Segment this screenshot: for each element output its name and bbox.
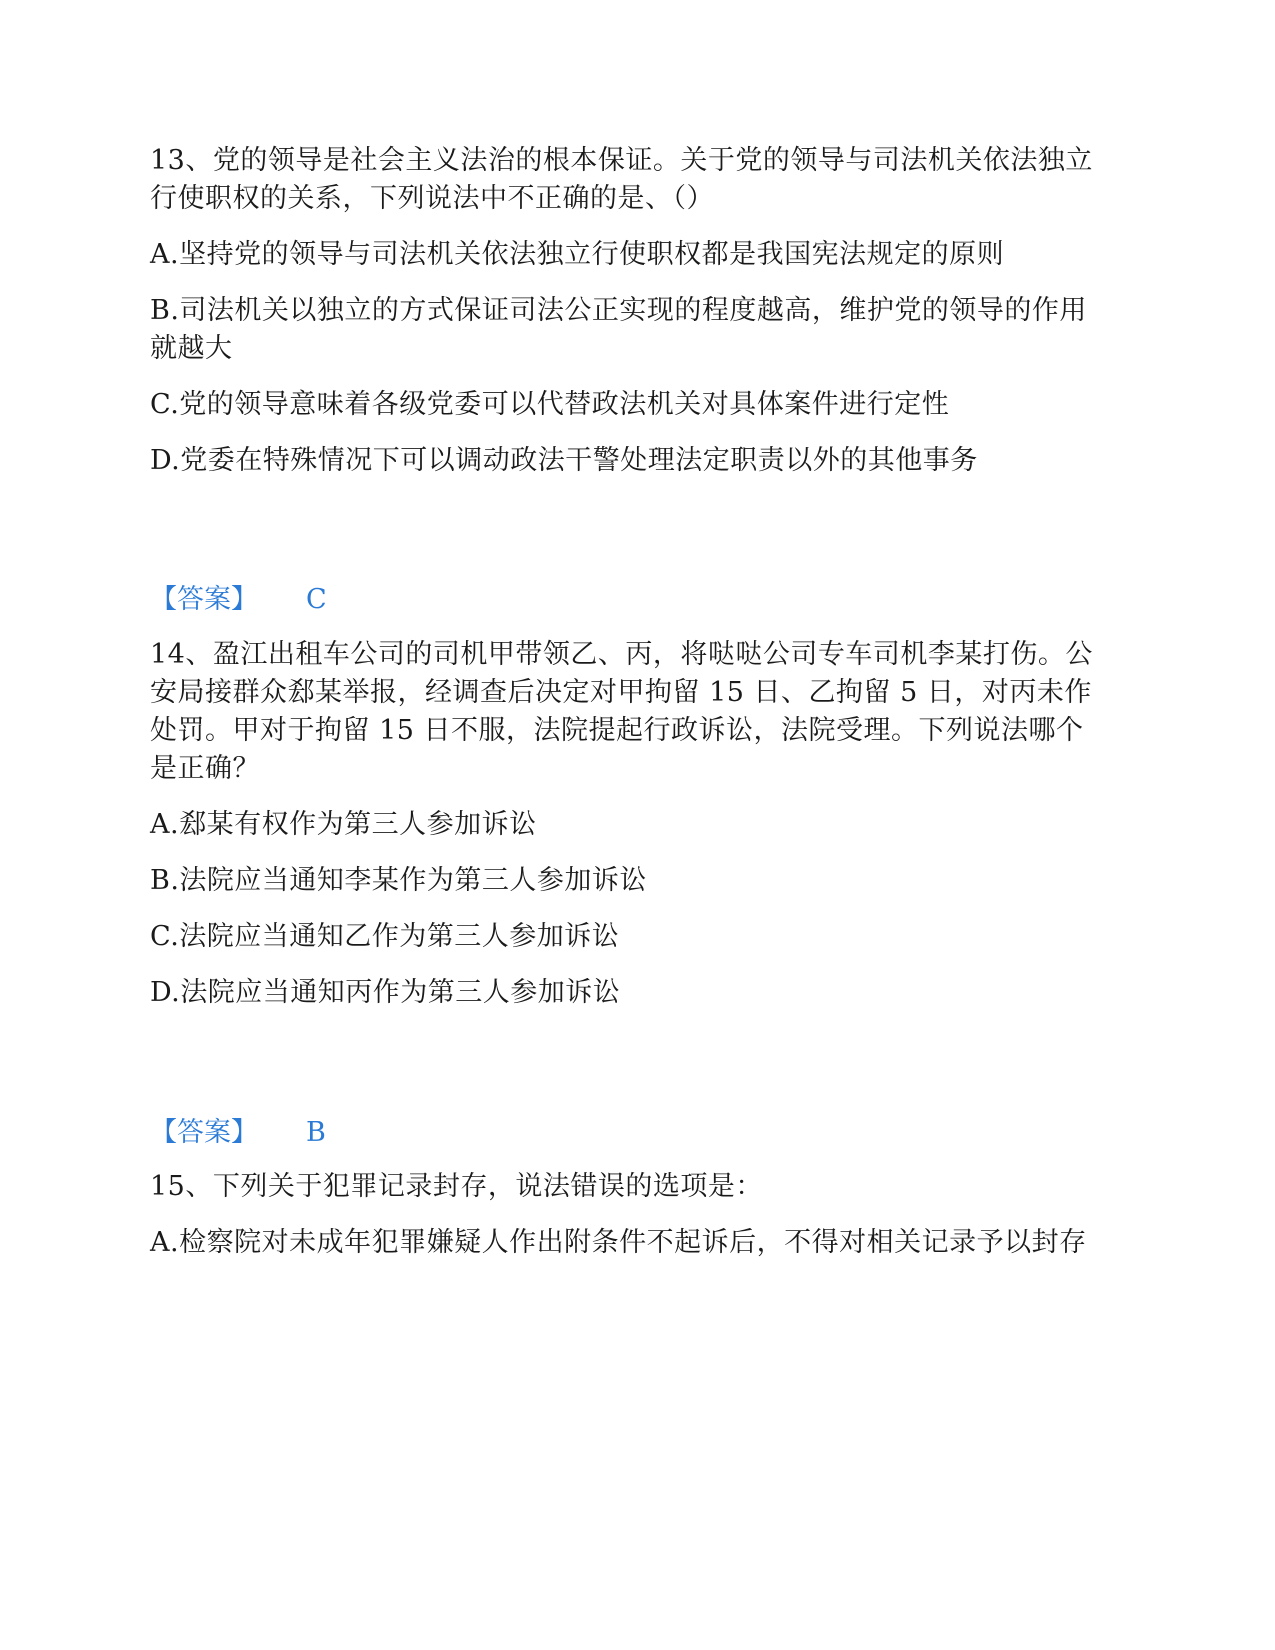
option-c: C.法院应当通知乙作为第三人参加诉讼 bbox=[150, 921, 620, 952]
option-a: A.检察院对未成年犯罪嫌疑人作出附条件不起诉后，不得对相关记录予以封存 bbox=[150, 1227, 1087, 1258]
question-15 bbox=[150, 1168, 1110, 1280]
answer-13 bbox=[150, 581, 327, 619]
option-b: B.司法机关以独立的方式保证司法公正实现的程度越高，维护党的领导的作用就越大 bbox=[150, 295, 1087, 364]
option-d: D.法院应当通知丙作为第三人参加诉讼 bbox=[150, 977, 621, 1008]
option-b: B.法院应当通知李某作为第三人参加诉讼 bbox=[150, 865, 647, 896]
answer-value: B bbox=[306, 1117, 326, 1148]
question-stem: 15、下列关于犯罪记录封存，说法错误的选项是： bbox=[150, 1171, 763, 1202]
option-d: D.党委在特殊情况下可以调动政法干警处理法定职责以外的其他事务 bbox=[150, 445, 978, 476]
question-stem: 14、盈江出租车公司的司机甲带领乙、丙，将哒哒公司专车司机李某打伤。公安局接群众郄某举报，经调查后决定对甲拘留 15 日、乙拘留 5 日，对丙未作处罚。甲对于拘留 15 日不服，法院提起行政诉讼，法院受理。下列说法哪个是正确？ bbox=[150, 639, 1093, 784]
option-c: C.党的领导意味着各级党委可以代替政法机关对具体案件进行定性 bbox=[150, 389, 950, 420]
option-a: A.郄某有权作为第三人参加诉讼 bbox=[150, 809, 537, 840]
question-stem: 13、党的领导是社会主义法治的根本保证。关于党的领导与司法机关依法独立行使职权的关系，下列说法中不正确的是、（） bbox=[150, 145, 1093, 214]
answer-value: C bbox=[306, 584, 327, 615]
answer-label: 【答案】 bbox=[150, 1117, 258, 1148]
answer-14 bbox=[150, 1114, 326, 1152]
question-14 bbox=[150, 636, 1110, 1030]
answer-label: 【答案】 bbox=[150, 584, 258, 615]
question-13 bbox=[150, 142, 1110, 498]
option-a: A.坚持党的领导与司法机关依法独立行使职权都是我国宪法规定的原则 bbox=[150, 239, 1005, 270]
